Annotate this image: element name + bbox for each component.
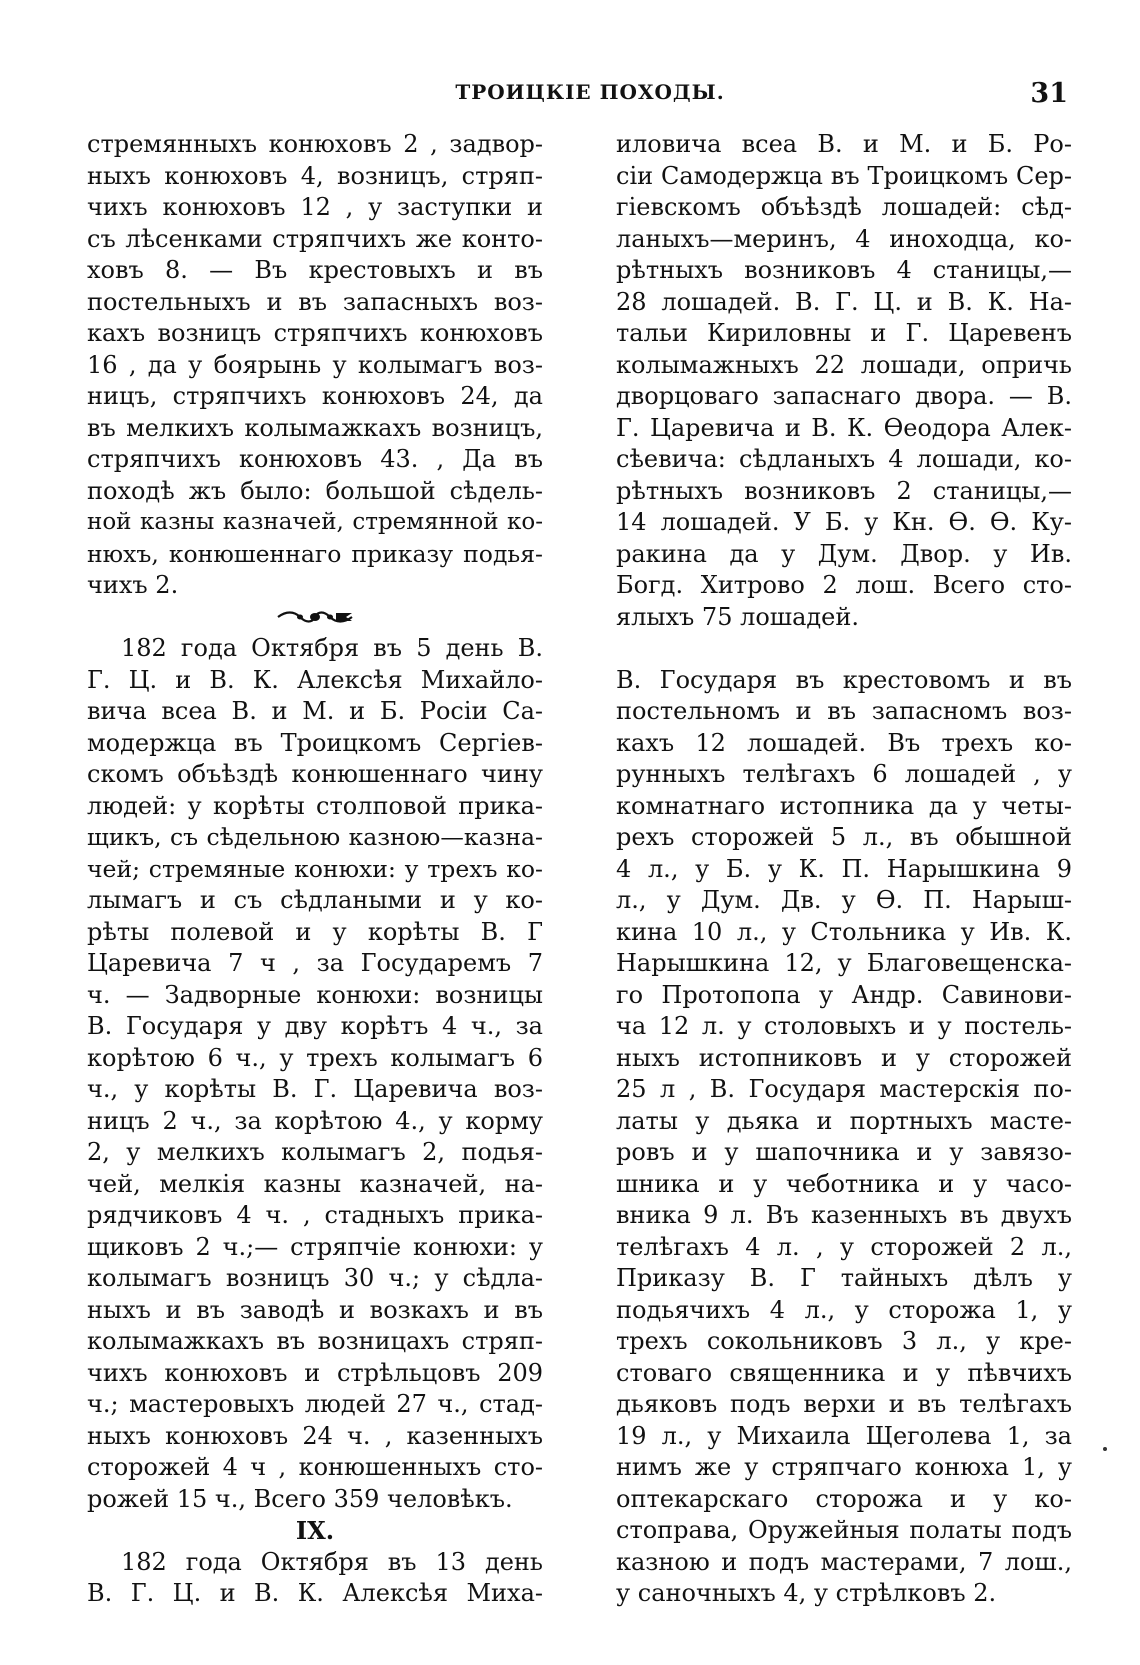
text-line: стремянныхъ конюховъ 2 , задвор- — [87, 130, 543, 158]
running-title: ТРОИЦКIЕ ПОХОДЫ. — [455, 80, 725, 104]
text-line: казною и подъ мастерами, 7 лош., — [616, 1547, 1072, 1576]
text-line: чихъ конюховъ и стрѣльцовъ 209 — [87, 1358, 543, 1387]
text-line: шника и у чеботника и у часо- — [616, 1169, 1072, 1198]
text-line: 182 года Октября въ 5 день В. — [121, 634, 543, 662]
text-line: кахъ 12 лошадей. Въ трехъ ко- — [616, 728, 1072, 757]
text-line: дворцоваго запаснаго двора. — В. — [616, 382, 1072, 410]
text-line: модержца въ Троицкомъ Сергiев- — [87, 728, 543, 757]
print-speck — [1103, 1447, 1107, 1451]
text-line: ровъ и у шапочника и у завязо- — [616, 1138, 1072, 1166]
text-line: походѣ жъ было: большой сѣдель- — [87, 476, 543, 505]
text-line: 25 л , В. Государя мастерскiя по- — [616, 1075, 1072, 1103]
text-line: рѣты полевой и у корѣты В. Г — [87, 917, 543, 946]
text-line: колымажкахъ въ возницахъ стряп- — [87, 1327, 543, 1355]
right-column — [616, 129, 1072, 1610]
text-line: Богд. Хитрово 2 лош. Всего сто- — [616, 571, 1072, 599]
text-line: 2, у мелкихъ колымагъ 2, подья- — [87, 1138, 543, 1166]
text-line: стоправа, Оружейныя полаты подъ — [616, 1516, 1072, 1544]
text-line: ча 12 л. у столовыхъ и у постель- — [616, 1012, 1072, 1040]
text-line: 14 лошадей. У Б. у Кн. Ѳ. Ѳ. Ку- — [616, 508, 1072, 536]
text-line: рѣтныхъ возниковъ 4 станицы,— — [616, 256, 1072, 284]
text-line: нимъ же у стряпчаго конюха 1, у — [616, 1453, 1072, 1481]
text-line: ч.; мастеровыхъ людей 27 ч., стад- — [87, 1390, 543, 1418]
text-line: Г. Царевича и В. К. Ѳеодора Алек- — [616, 413, 1072, 442]
text-line: ныхъ конюховъ 4, возницъ, стряп- — [87, 161, 543, 190]
text-line: ч., у корѣты В. Г. Царевича воз- — [87, 1075, 543, 1103]
paragraph — [616, 665, 1072, 1610]
text-line: сiи Самодержца въ Троицкомъ Сер- — [616, 161, 1072, 190]
left-column — [87, 129, 543, 1610]
text-line: у саночныхъ 4, у стрѣлковъ 2. — [616, 1579, 997, 1607]
text-line: съ лѣсенками стряпчихъ же конто- — [87, 224, 543, 253]
text-line: людей: у корѣты столповой прика- — [87, 791, 543, 820]
text-line: чей, мелкiя казны казначей, на- — [87, 1169, 543, 1198]
text-line: вника 9 л. Въ казенныхъ въ двухъ — [616, 1201, 1072, 1229]
text-line: въ мелкихъ колымажкахъ возницъ, — [87, 413, 543, 442]
text-line: ницъ 2 ч., за корѣтою 4., у корму — [87, 1106, 543, 1135]
text-line: стоваго священника и у пѣвчихъ — [616, 1358, 1072, 1387]
text-line: латы у дьяка и портныхъ масте- — [616, 1106, 1072, 1135]
text-line: л., у Дум. Дв. у Ѳ. П. Нарыш- — [616, 886, 1072, 914]
text-line: колымажныхъ 22 лошади, опричь — [616, 350, 1072, 379]
text-line: комнатнаго истопника да у четы- — [616, 791, 1072, 820]
paragraph — [87, 1547, 543, 1610]
text-line: 28 лошадей. В. Г. Ц. и В. К. На- — [616, 287, 1072, 316]
text-line: скомъ объѣздѣ конюшеннаго чину — [87, 760, 543, 788]
text-line: ныхъ и въ заводѣ и возкахъ и въ — [87, 1295, 543, 1324]
text-line: гiевскомъ объѣздѣ лошадей: сѣд- — [616, 193, 1072, 221]
text-line: кина 10 л., у Стольника у Ив. К. — [616, 917, 1072, 946]
text-line: тальи Кириловны и Г. Царевенъ — [616, 319, 1072, 347]
text-line: дьяковъ подъ верхи и въ телѣгахъ — [616, 1390, 1072, 1418]
text-line: ланыхъ—меринъ, 4 иноходца, ко- — [616, 224, 1072, 253]
text-line: ч. — Задворные конюхи: возницы — [87, 980, 543, 1009]
paragraph-gap — [616, 633, 1072, 665]
ornament-divider — [87, 602, 543, 634]
text-line: стряпчихъ конюховъ 43. , Да въ — [87, 445, 543, 473]
text-line: постельныхъ и въ запасныхъ воз- — [87, 287, 543, 316]
text-line: нюхъ, конюшеннаго приказу подья- — [87, 539, 543, 568]
text-line: сѣевича: сѣдланыхъ 4 лошади, ко- — [616, 445, 1072, 473]
text-line: ракина да у Дум. Двор. у Ив. — [616, 539, 1072, 568]
paragraph — [87, 129, 543, 602]
text-line: рехъ сторожей 5 л., въ обышной — [616, 823, 1072, 851]
text-line: В. Г. Ц. и В. К. Алексѣя Миха- — [87, 1579, 543, 1607]
text-line: ныхъ конюховъ 24 ч. , казенныхъ — [87, 1421, 543, 1450]
text-line: чей; стремяные конюхи: у трехъ ко- — [87, 854, 543, 883]
text-line: ницъ, стряпчихъ конюховъ 24, да — [87, 382, 543, 410]
text-line: Г. Ц. и В. К. Алексѣя Михайло- — [87, 665, 543, 694]
section-number: IX. — [295, 1516, 335, 1545]
text-line: иловича всеа В. и М. и Б. Ро- — [616, 130, 1072, 158]
text-line: чихъ 2. — [87, 571, 179, 599]
text-line: рунныхъ телѣгахъ 6 лошадей , у — [616, 760, 1072, 788]
ornament-icon — [276, 610, 354, 624]
text-line: телѣгахъ 4 л. , у сторожей 2 л., — [616, 1232, 1072, 1261]
text-line: корѣтою 6 ч., у трехъ колымагъ 6 — [87, 1043, 543, 1072]
text-line: Нарышкина 12, у Благовещенска- — [616, 949, 1072, 977]
text-line: щикъ, съ сѣдельною казною—казна- — [87, 823, 543, 851]
text-line: 182 года Октября въ 13 день — [121, 1547, 543, 1576]
text-line: постельномъ и въ запасномъ воз- — [616, 697, 1072, 725]
text-line: 16 , да у боярынь у колымагъ воз- — [87, 350, 543, 379]
paragraph — [616, 129, 1072, 633]
text-line: сторожей 4 ч , конюшенныхъ сто- — [87, 1453, 543, 1481]
text-line: 19 л., у Михаила Щеголева 1, за — [616, 1421, 1072, 1450]
text-line: ховъ 8. — Въ крестовыхъ и въ — [87, 256, 543, 284]
page-number: 31 — [1030, 78, 1068, 109]
text-line: оптекарскаго сторожа и у ко- — [616, 1484, 1072, 1513]
text-line: трехъ сокольниковъ 3 л., у кре- — [616, 1327, 1072, 1355]
text-line: Приказу В. Г тайныхъ дѣлъ у — [616, 1264, 1072, 1292]
text-line: чихъ конюховъ 12 , у заступки и — [87, 193, 543, 221]
paragraph — [87, 633, 543, 1515]
text-line: подьячихъ 4 л., у сторожа 1, у — [616, 1295, 1072, 1324]
text-line: лымагъ и съ сѣдлаными и у ко- — [87, 886, 543, 914]
text-line: В. Государя въ крестовомъ и въ — [616, 665, 1072, 694]
text-line: кахъ возницъ стряпчихъ конюховъ — [87, 319, 543, 347]
text-line: го Протопопа у Андр. Савинови- — [616, 980, 1072, 1009]
text-line: 4 л., у Б. у К. П. Нарышкина 9 — [616, 854, 1072, 883]
text-line: рѣтныхъ возниковъ 2 станицы,— — [616, 476, 1072, 505]
text-line: колымагъ возницъ 30 ч.; у сѣдла- — [87, 1264, 543, 1292]
text-line: вича всеа В. и М. и Б. Росiи Са- — [87, 697, 543, 725]
text-line: ялыхъ 75 лошадей. — [616, 602, 860, 631]
text-line: Царевича 7 ч , за Государемъ 7 — [87, 949, 543, 977]
text-line: рядчиковъ 4 ч. , стадныхъ прика- — [87, 1201, 543, 1229]
text-line: В. Государя у дву корѣтъ 4 ч., за — [87, 1012, 543, 1040]
text-line: ныхъ истопниковъ и у сторожей — [616, 1043, 1072, 1072]
text-line: щиковъ 2 ч.;— стряпчiе конюхи: у — [87, 1232, 543, 1261]
text-line: рожей 15 ч., Всего 359 человѣкъ. — [87, 1484, 513, 1513]
text-line: ной казны казначей, стремянной ко- — [87, 509, 543, 535]
